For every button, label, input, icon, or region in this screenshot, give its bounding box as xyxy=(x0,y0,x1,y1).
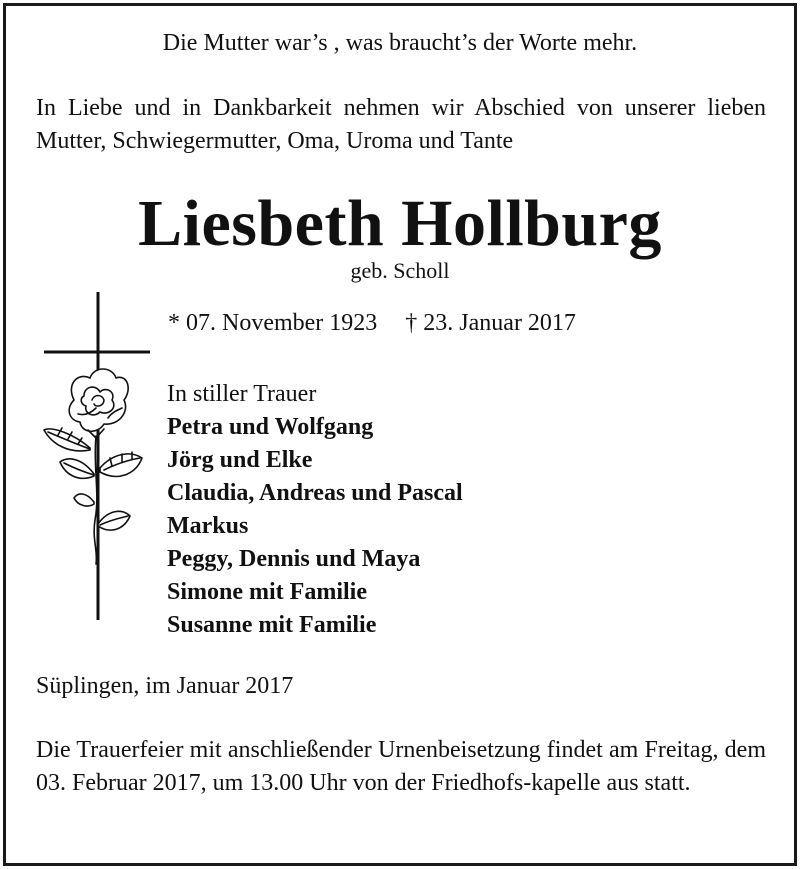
deceased-name: Liesbeth Hollburg xyxy=(138,187,662,260)
place-and-date: Süplingen, im Januar 2017 xyxy=(36,673,294,699)
service-information: Die Trauerfeier mit anschließender Urnenbeisetzung findet am Freitag, dem 03. Februar 2017, um 13.00 Uhr von der Friedhofs-kapelle aus statt. xyxy=(36,737,766,796)
mourner-name: Markus xyxy=(167,513,249,539)
birth-name: geb. Scholl xyxy=(350,258,450,283)
mourner-name: Petra und Wolfgang xyxy=(167,414,374,440)
mourner-name: Jörg und Elke xyxy=(167,447,313,473)
rose-icon xyxy=(44,369,142,564)
mourning-heading: In stiller Trauer xyxy=(167,381,317,407)
life-dates xyxy=(168,310,576,337)
death-date: † 23. Januar 2017 xyxy=(405,310,576,336)
mourner-name: Claudia, Andreas und Pascal xyxy=(167,480,463,506)
intro-text: In Liebe und in Dankbarkeit nehmen wir Abschied von unserer lieben Mutter, Schwiegermutter, Oma, Uroma und Tante xyxy=(36,95,766,154)
mourner-name: Susanne mit Familie xyxy=(167,612,377,638)
mourners-block xyxy=(167,378,463,642)
cross-and-rose-illustration xyxy=(38,288,158,628)
mourner-name: Peggy, Dennis und Maya xyxy=(167,546,421,572)
mourner-name: Simone mit Familie xyxy=(167,579,367,605)
motto: Die Mutter war’s , was braucht’s der Worte mehr. xyxy=(162,30,638,56)
birth-date: * 07. November 1923 xyxy=(168,310,378,336)
